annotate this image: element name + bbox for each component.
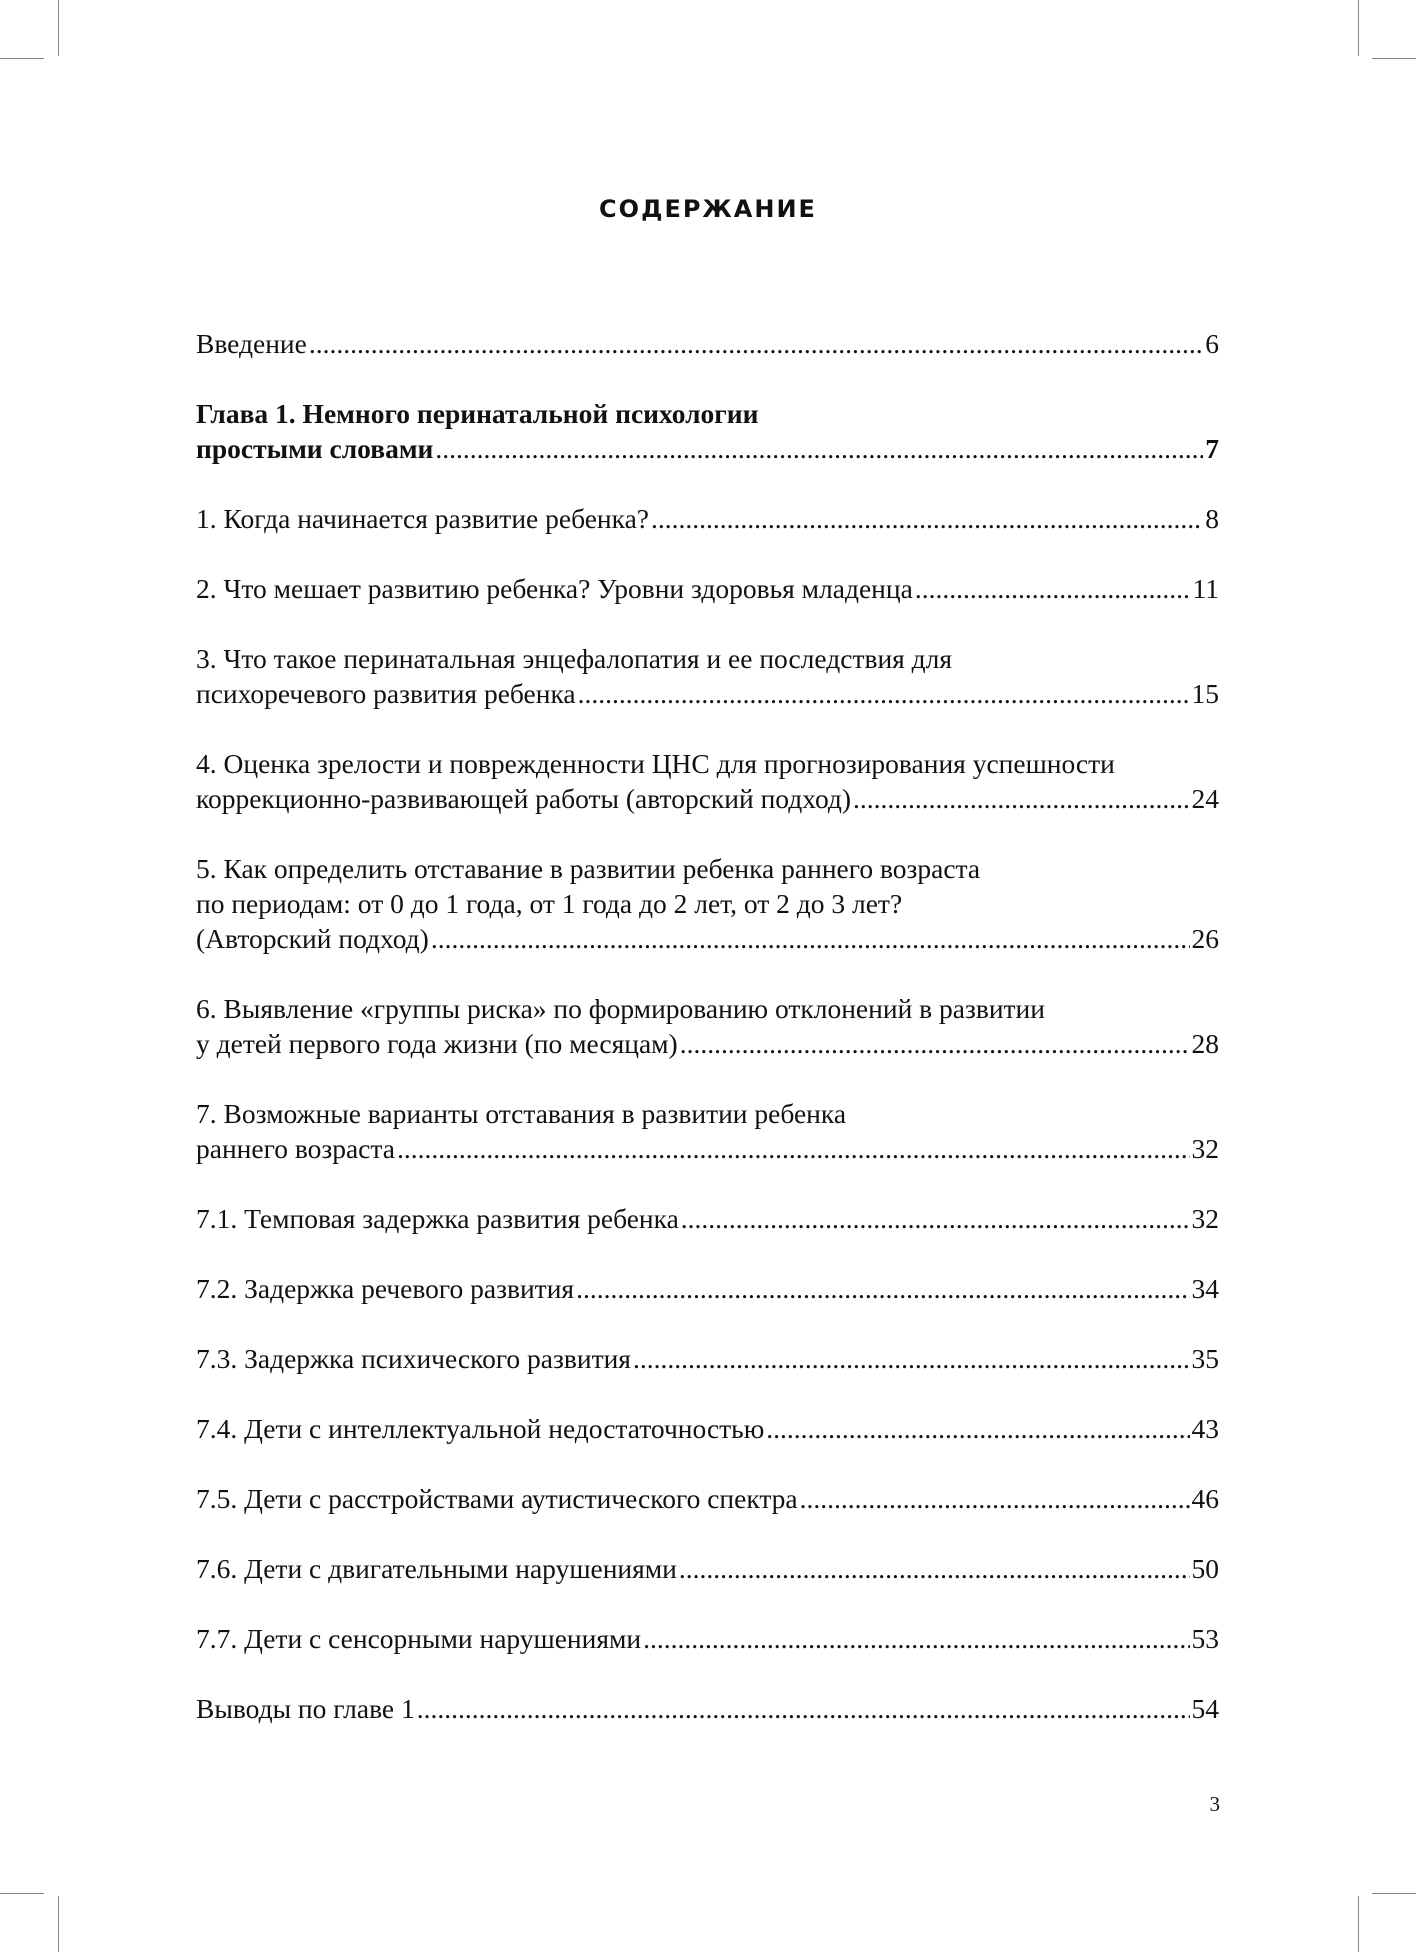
toc-entry-title: 2. Что мешает развитию ребенка? Уровни здоровья младенца: [196, 573, 913, 604]
toc-entry-line: 4. Оценка зрелости и поврежденности ЦНС для прогнозирования успешности: [196, 748, 1115, 779]
toc-entry-line: 7. Возможные варианты отставания в развитии ребенка: [196, 1098, 847, 1129]
toc-entry-final-line: [196, 501, 1219, 536]
toc-entry[interactable]: [196, 1621, 1219, 1656]
toc-entry-page: 7: [1205, 433, 1219, 464]
toc-entry[interactable]: [196, 1271, 1219, 1306]
toc-entry-final-line: [196, 1411, 1219, 1446]
toc-entry-title: 7.3. Задержка психического развития: [196, 1343, 631, 1374]
toc-heading: СОДЕРЖАНИЕ: [599, 195, 817, 223]
toc-entry-page: 32: [1191, 1203, 1219, 1234]
toc-entry-page: 11: [1192, 573, 1219, 604]
toc-entry-final-line: [196, 676, 1219, 711]
toc-entry-final-line: [196, 326, 1219, 361]
toc-entry-line: Глава 1. Немного перинатальной психологии: [196, 398, 759, 429]
toc-entry-line: 5. Как определить отставание в развитии ребенка раннего возраста: [196, 853, 981, 884]
toc-entry[interactable]: [196, 851, 1219, 956]
crop-mark: [1358, 1896, 1359, 1952]
toc-entry-page: 26: [1191, 923, 1219, 954]
toc-entry-title: 7.2. Задержка речевого развития: [196, 1273, 575, 1304]
toc-entry[interactable]: [196, 1411, 1219, 1446]
toc-entry-page: 24: [1191, 783, 1219, 814]
crop-mark: [1372, 58, 1416, 59]
dot-leader: [915, 571, 1191, 606]
toc-entry-final-line: [196, 1201, 1219, 1236]
toc-entry-final-line: [196, 1271, 1219, 1306]
dot-leader: [766, 1411, 1189, 1446]
crop-mark: [58, 0, 59, 56]
toc-entry[interactable]: [196, 326, 1219, 361]
dot-leader: [680, 1026, 1190, 1061]
toc-entry-line: 3. Что такое перинатальная энцефалопатия и ее последствия для: [196, 643, 953, 674]
toc-entry[interactable]: [196, 1201, 1219, 1236]
crop-mark: [1372, 1893, 1416, 1894]
toc-entry-page: 50: [1191, 1553, 1219, 1584]
toc-entry[interactable]: [196, 746, 1219, 816]
toc-entry-page: 6: [1205, 328, 1219, 359]
toc-entry-final-line: [196, 431, 1219, 466]
toc-entry-title: 7.4. Дети с интеллектуальной недостаточностью: [196, 1413, 765, 1444]
table-of-contents: [196, 326, 1219, 1761]
dot-leader: [800, 1481, 1190, 1516]
toc-entry-title: у детей первого года жизни (по месяцам): [196, 1028, 678, 1059]
toc-entry-page: 46: [1191, 1483, 1219, 1514]
toc-entry-final-line: [196, 1621, 1219, 1656]
dot-leader: [633, 1341, 1190, 1376]
toc-entry[interactable]: [196, 1341, 1219, 1376]
toc-entry-page: 54: [1191, 1693, 1219, 1724]
dot-leader: [853, 781, 1189, 816]
dot-leader: [681, 1201, 1190, 1236]
toc-entry-final-line: [196, 1341, 1219, 1376]
toc-entry[interactable]: [196, 1551, 1219, 1586]
dot-leader: [578, 676, 1190, 711]
dot-leader: [651, 501, 1203, 536]
toc-entry[interactable]: [196, 1096, 1219, 1166]
toc-entry-title: (Авторский подход): [196, 923, 429, 954]
toc-entry-final-line: [196, 1691, 1219, 1726]
dot-leader: [397, 1131, 1190, 1166]
crop-mark: [0, 1893, 44, 1894]
toc-entry-page: 15: [1191, 678, 1219, 709]
toc-entry-title: Введение: [196, 328, 307, 359]
toc-entry[interactable]: [196, 1691, 1219, 1726]
toc-entry[interactable]: [196, 396, 1219, 466]
dot-leader: [431, 921, 1190, 956]
crop-mark: [1358, 0, 1359, 56]
toc-entry-title: 7.1. Темповая задержка развития ребенка: [196, 1203, 679, 1234]
crop-mark: [0, 58, 44, 59]
dot-leader: [576, 1271, 1189, 1306]
toc-entry-line: по периодам: от 0 до 1 года, от 1 года до 2 лет, от 2 до 3 лет?: [196, 888, 903, 919]
toc-entry-final-line: [196, 1026, 1219, 1061]
toc-entry-title: простыми словами: [196, 433, 434, 464]
toc-entry-final-line: [196, 921, 1219, 956]
toc-entry-title: коррекционно-развивающей работы (авторский подход): [196, 783, 852, 814]
toc-entry[interactable]: [196, 501, 1219, 536]
toc-entry-title: 7.5. Дети с расстройствами аутистического спектра: [196, 1483, 798, 1514]
dot-leader: [679, 1551, 1190, 1586]
dot-leader: [417, 1691, 1190, 1726]
toc-entry-line: 6. Выявление «группы риска» по формированию отклонений в развитии: [196, 993, 1045, 1024]
toc-entry-final-line: [196, 781, 1219, 816]
toc-entry-title: 7.7. Дети с сенсорными нарушениями: [196, 1623, 642, 1654]
toc-entry-title: Выводы по главе 1: [196, 1693, 415, 1724]
toc-entry[interactable]: [196, 641, 1219, 711]
toc-entry-final-line: [196, 1551, 1219, 1586]
dot-leader: [643, 1621, 1189, 1656]
toc-entry[interactable]: [196, 1481, 1219, 1516]
toc-entry-title: 1. Когда начинается развитие ребенка?: [196, 503, 649, 534]
toc-entry-page: 53: [1191, 1623, 1219, 1654]
dot-leader: [309, 326, 1203, 361]
toc-entry-title: психоречевого развития ребенка: [196, 678, 576, 709]
toc-entry[interactable]: [196, 991, 1219, 1061]
toc-entry-final-line: [196, 571, 1219, 606]
crop-mark: [58, 1896, 59, 1952]
toc-entry-title: раннего возраста: [196, 1133, 395, 1164]
toc-entry-page: 34: [1191, 1273, 1219, 1304]
toc-entry[interactable]: [196, 571, 1219, 606]
toc-entry-page: 35: [1191, 1343, 1219, 1374]
dot-leader: [435, 431, 1203, 466]
toc-entry-page: 8: [1205, 503, 1219, 534]
toc-entry-final-line: [196, 1481, 1219, 1516]
toc-entry-page: 43: [1191, 1413, 1219, 1444]
page-number: 3: [1209, 1792, 1220, 1816]
toc-entry-page: 28: [1191, 1028, 1219, 1059]
toc-entry-final-line: [196, 1131, 1219, 1166]
toc-entry-page: 32: [1191, 1133, 1219, 1164]
toc-entry-title: 7.6. Дети с двигательными нарушениями: [196, 1553, 677, 1584]
